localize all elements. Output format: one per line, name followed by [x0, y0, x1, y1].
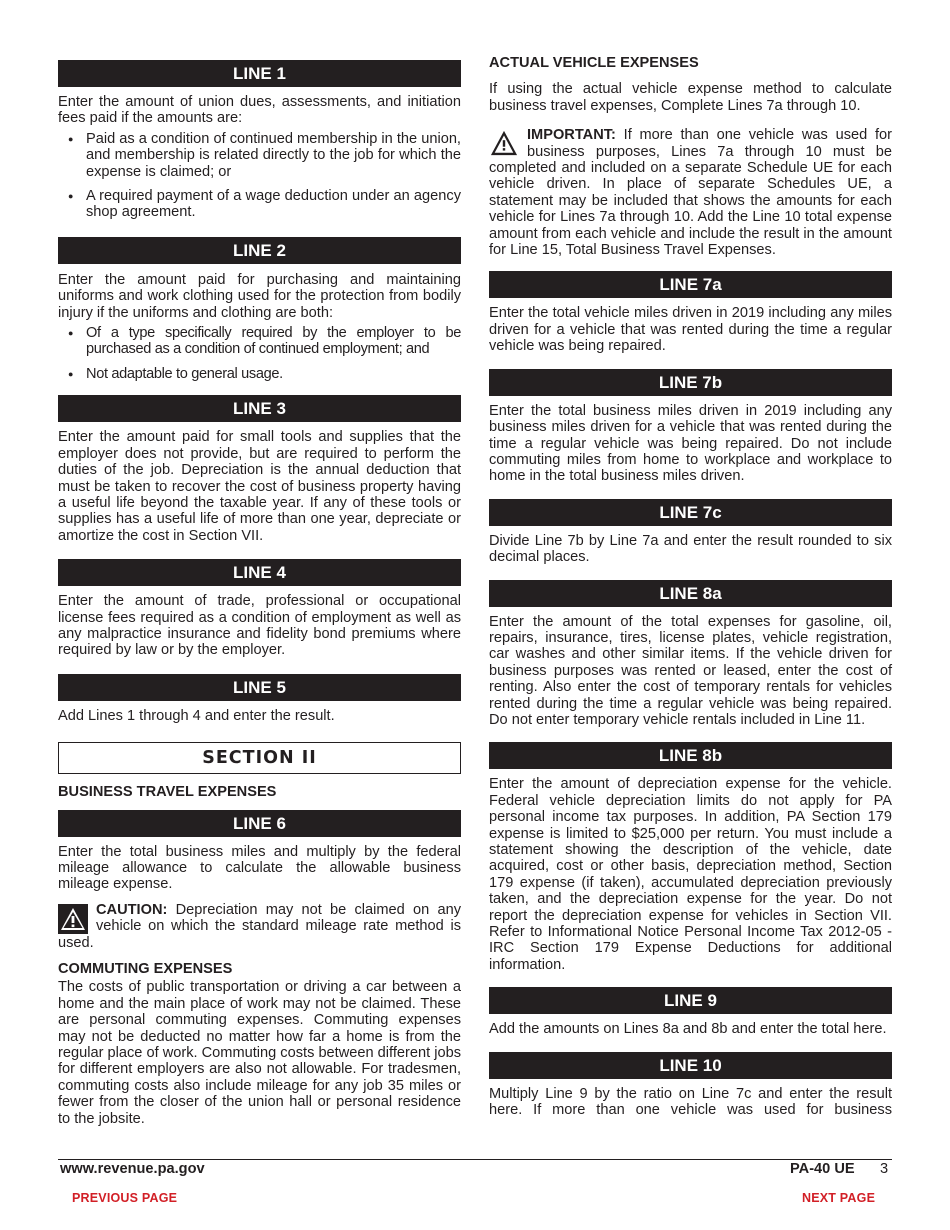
list-item: ● Of a type specifically required by the employer to be purchased as a condition of continued employment; and	[68, 325, 461, 358]
line-7b-text: Enter the total business miles driven in 2019 including any business miles driven for a vehicle that was rented during the time a regular vehicle was being repaired. Do not include commuting miles from home to workplace and workplace to home in the total business miles driven.	[489, 402, 892, 485]
line-7a-heading: LINE 7a	[489, 271, 892, 298]
important-label: IMPORTANT:	[527, 127, 616, 144]
line-6-heading: LINE 6	[58, 810, 461, 837]
line-1-intro: Enter the amount of union dues, assessments, and initiation fees paid if the amounts are:	[58, 94, 461, 127]
list-item: ● Not adaptable to general usage.	[68, 366, 461, 382]
next-page-link[interactable]: NEXT PAGE	[802, 1191, 876, 1205]
line-3-text: Enter the amount paid for small tools and supplies that the employer does not provide, but are required to perform the duties of the job. Depreciation is the annual deduction that must be taken to recover the cost of business property having a useful life beyond the taxable year. If any of these tools or supplies has a useful life of more than one year, depreciate or amortize the cost in Section VII.	[58, 429, 461, 544]
line-8a-heading: LINE 8a	[489, 580, 892, 607]
list-item: ● A required payment of a wage deduction under an agency shop agreement.	[68, 188, 461, 221]
caution-label: CAUTION:	[96, 901, 168, 918]
line-5-heading: LINE 5	[58, 674, 461, 701]
warning-triangle-icon	[489, 129, 519, 157]
section-2-subtitle: BUSINESS TRAVEL EXPENSES	[58, 784, 277, 801]
line-2-intro: Enter the amount paid for purchasing and maintaining uniforms and work clothing used for the protection from bodily injury if the uniforms and clothing are both:	[58, 271, 461, 321]
left-column	[58, 52, 461, 1127]
important-text: If more than one vehicle was used for business purposes, Lines 7a through 10 must be completed and included on a separate Schedule UE for each vehicle driven. In place of separate Schedules UE, a statement may be included that shows the amounts for each vehicle for Lines 7a through 10. Add the Line 10 total expense amount from each vehicle and include the result in the amount for Line 15, Total Business Travel Expenses.	[489, 127, 892, 259]
commuting-text: The costs of public transportation or driving a car between a home and the main place of work may not be claimed. These are personal commuting expenses. Commuting expenses may not be deducted no matter how far a home is from the regular place of work. Commuting costs between different jobs for different employers are also not allowable. For tradesmen, commuting costs also include mileage for any job 35 miles or fewer from the closer of the union hall or personal residence to the jobsite.	[58, 979, 461, 1127]
line-2-heading: LINE 2	[58, 237, 461, 264]
line-9-text: Add the amounts on Lines 8a and 8b and enter the total here.	[489, 1021, 887, 1038]
line-3-heading: LINE 3	[58, 395, 461, 422]
line-6-text: Enter the total business miles and multiply by the federal mileage allowance to calculate the allowable business mileage expense.	[58, 843, 461, 893]
caution-text: Depreciation may not be claimed on any vehicle on which the standard mileage rate method is used.	[58, 901, 461, 951]
line-1-list	[68, 131, 461, 221]
commuting-heading: COMMUTING EXPENSES	[58, 961, 233, 977]
line-8b-text: Enter the amount of depreciation expense for the vehicle. Federal vehicle depreciation limits do not apply for PA personal income tax purposes. In addition, PA Section 179 expense is limited to $25,000 per return. You must include a statement showing the description of the vehicle, date acquired, cost or other basis, depreciation method, Section 179 expense (if taken), accumulated depreciation previously taken, and the depreciation expense for the year. Do not report the depreciation expense for vehicles in Section VII. Refer to Informational Notice Personal Income Tax 2012-05 - IRC Section 179 Expense Deductions for additional information.	[489, 776, 892, 973]
right-column	[489, 52, 892, 1118]
line-5-text: Add Lines 1 through 4 and enter the result.	[58, 707, 335, 724]
important-note	[489, 127, 892, 258]
line-9-heading: LINE 9	[489, 987, 892, 1014]
section-2-title: SECTION II	[58, 742, 461, 774]
line-7a-text: Enter the total vehicle miles driven in 2019 including any miles driven for a vehicle that was rented during the time a regular vehicle was being repaired.	[489, 305, 892, 355]
footer-form-id: PA-40 UE	[790, 1161, 855, 1177]
footer-divider	[58, 1159, 892, 1160]
line-8b-heading: LINE 8b	[489, 742, 892, 769]
actual-vehicle-text: If using the actual vehicle expense method to calculate business travel expenses, Complete Lines 7a through 10.	[489, 81, 892, 114]
line-7c-heading: LINE 7c	[489, 499, 892, 526]
caution-note	[58, 902, 461, 951]
line-1-heading: LINE 1	[58, 60, 461, 87]
line-7c-text: Divide Line 7b by Line 7a and enter the result rounded to six decimal places.	[489, 532, 892, 566]
list-item: ● Paid as a condition of continued membership in the union, and membership is related directly to the job for which the expense is claimed; or	[68, 131, 461, 180]
line-4-text: Enter the amount of trade, professional or occupational license fees required as a condition of employment as well as any malpractice insurance and fidelity bond premiums where required by law or by the employer.	[58, 593, 461, 659]
footer-page-number: 3	[880, 1161, 889, 1177]
line-7b-heading: LINE 7b	[489, 369, 892, 396]
line-8a-text: Enter the amount of the total expenses for gasoline, oil, repairs, insurance, tires, license plates, vehicle registration, car washes and other similar items. If the vehicle driven for business purposes was rented or leased, enter the cost of renting. Also enter the cost of temporary rentals for vehicles rented during the time a regular vehicle was being repaired. Do not enter temporary vehicle rentals included in Line 11.	[489, 613, 892, 728]
line-10-heading: LINE 10	[489, 1052, 892, 1079]
line-4-heading: LINE 4	[58, 559, 461, 586]
warning-triangle-icon	[58, 904, 88, 934]
line-2-list	[68, 325, 461, 382]
previous-page-link[interactable]: PREVIOUS PAGE	[72, 1191, 178, 1205]
actual-vehicle-heading: ACTUAL VEHICLE EXPENSES	[489, 55, 699, 71]
footer-url: www.revenue.pa.gov	[60, 1161, 205, 1177]
line-10-text: Multiply Line 9 by the ratio on Line 7c and enter the result here. If more than one vehicle was used for business	[489, 1085, 892, 1119]
